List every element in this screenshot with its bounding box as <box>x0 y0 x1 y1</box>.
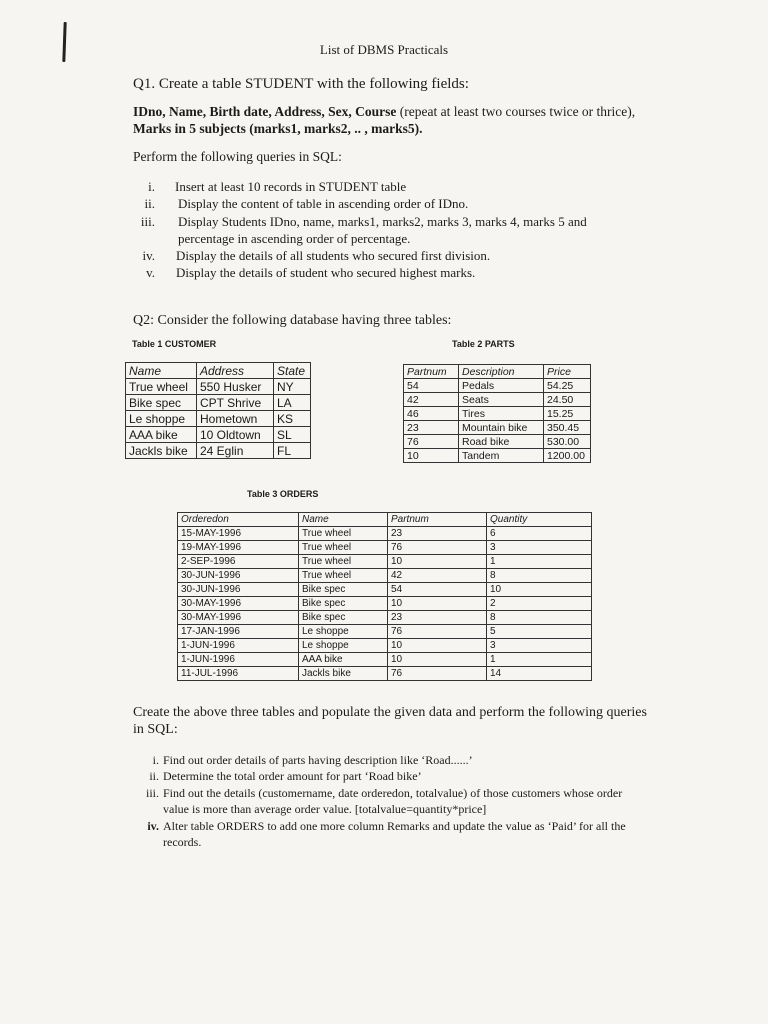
orders-table-caption: Table 3 ORDERS <box>247 489 319 499</box>
table-row: 15-MAY-1996 True wheel 23 6 <box>178 527 592 541</box>
document-page: List of DBMS Practicals Q1. Create a table STUDENT with the following fields: IDno, Name, Birth date, Address, Sex, Course (repeat at least two courses twice or thrice), Marks in 5 subjects (marks1, marks2, .. , marks5). Perform the following queries in SQL: i. Insert at least 10 records in STUDENT table ii. Display the content of table in ascending order of IDno. iii. Display Students IDno, name, marks1, marks2, marks 3, marks 4, marks 5 and percentage in ascending order of percentage. iv. Display the details of all students who secured first division. v. Display the details of student who secured highest marks. Q2: Consider the following database having three tables: Table 1 CUSTOMER Table 2 PARTS Name Address State True wheel 550 Husker NY Bike spec CPT Shrive LA Le shoppe Hometown KS AAA bike 10 Oldtown SL Jackls bike 24 Eglin FL Partnum Description Price 54 Pedals 54.25 42 Seats 24.50 46 Tires 15.25 23 Mountain bike 350.45 76 Road bike 530.00 10 Tandem 1200.00 Table 3 ORDERS Orderedon Name Partnum Quantity 15-MAY-1996 True wheel 23 6 19-MAY-1996 True wheel 76 3 2-SEP-1996 True wheel 10 1 30-JUN-1996 True wheel 42 8 30-JUN-1996 Bike spec 54 10 30-MAY-1996 Bike spec 10 2 30-MAY-1996 Bike spec 23 8 17-JAN-1996 Le shoppe 76 5 1-JUN-1996 Le shoppe 10 3 1-JUN-1996 AAA bike 10 1 11-JUL-1996 Jackls bike 76 14 Create the above three tables and populate the given data and perform the following queries in SQL: i. Find out order details of parts having description like ‘Road......’ ii. Determine the total order amount for part ‘Road bike’ iii. Find out the details (customername, date orderedon, totalvalue) of those customers whose order value is more than average order value. [totalvalue=quantity*price] iv. Alter table ORDERS to add one more column Remarks and update the value as ‘Paid’ for all the records. <box>0 0 768 1024</box>
table-header-row: Orderedon Name Partnum Quantity <box>178 513 592 527</box>
table-row: 46 Tires 15.25 <box>404 407 591 421</box>
table-header-row: Name Address State <box>126 363 311 379</box>
table-row: 30-MAY-1996 Bike spec 23 8 <box>178 611 592 625</box>
q1-fields-list: IDno, Name, Birth date, Address, Sex, Course <box>133 104 397 119</box>
table-row: 76 Road bike 530.00 <box>404 435 591 449</box>
q1-fields-note: (repeat at least two courses twice or thrice), <box>399 104 636 119</box>
orders-table <box>177 512 592 681</box>
customer-table <box>125 362 311 459</box>
table-row: Le shoppe Hometown KS <box>126 411 311 427</box>
table-row: 11-JUL-1996 Jackls bike 76 14 <box>178 667 592 681</box>
q2-heading: Q2: Consider the following database having three tables: <box>133 313 452 328</box>
table-row: 30-JUN-1996 True wheel 42 8 <box>178 569 592 583</box>
table-row: 2-SEP-1996 True wheel 10 1 <box>178 555 592 569</box>
table-row: True wheel 550 Husker NY <box>126 379 311 395</box>
q1-fields-marks: Marks in 5 subjects (marks1, marks2, .. , marks5). <box>133 121 423 136</box>
table-row: Bike spec CPT Shrive LA <box>126 395 311 411</box>
table-row: 1-JUN-1996 AAA bike 10 1 <box>178 653 592 667</box>
parts-table <box>403 364 591 463</box>
page-title: List of DBMS Practicals <box>319 42 449 57</box>
table-row: AAA bike 10 Oldtown SL <box>126 427 311 443</box>
q1-heading: Q1. Create a table STUDENT with the following fields: <box>133 76 469 92</box>
table-row: 10 Tandem 1200.00 <box>404 449 591 463</box>
table-row: 17-JAN-1996 Le shoppe 76 5 <box>178 625 592 639</box>
table-row: 23 Mountain bike 350.45 <box>404 421 591 435</box>
table-row: 1-JUN-1996 Le shoppe 10 3 <box>178 639 592 653</box>
table-row: 54 Pedals 54.25 <box>404 379 591 393</box>
q1-fields <box>133 103 663 137</box>
table-row: 42 Seats 24.50 <box>404 393 591 407</box>
table-row: 30-JUN-1996 Bike spec 54 10 <box>178 583 592 597</box>
table-row: 19-MAY-1996 True wheel 76 3 <box>178 541 592 555</box>
table-header-row: Partnum Description Price <box>404 365 591 379</box>
parts-table-caption: Table 2 PARTS <box>452 339 515 349</box>
table-row: Jackls bike 24 Eglin FL <box>126 443 311 459</box>
table-row: 30-MAY-1996 Bike spec 10 2 <box>178 597 592 611</box>
q1-perform-text: Perform the following queries in SQL: <box>133 149 342 164</box>
q2-instructions: Create the above three tables and populate the given data and perform the following queries in SQL: <box>133 705 647 737</box>
customer-table-caption: Table 1 CUSTOMER <box>132 339 217 349</box>
